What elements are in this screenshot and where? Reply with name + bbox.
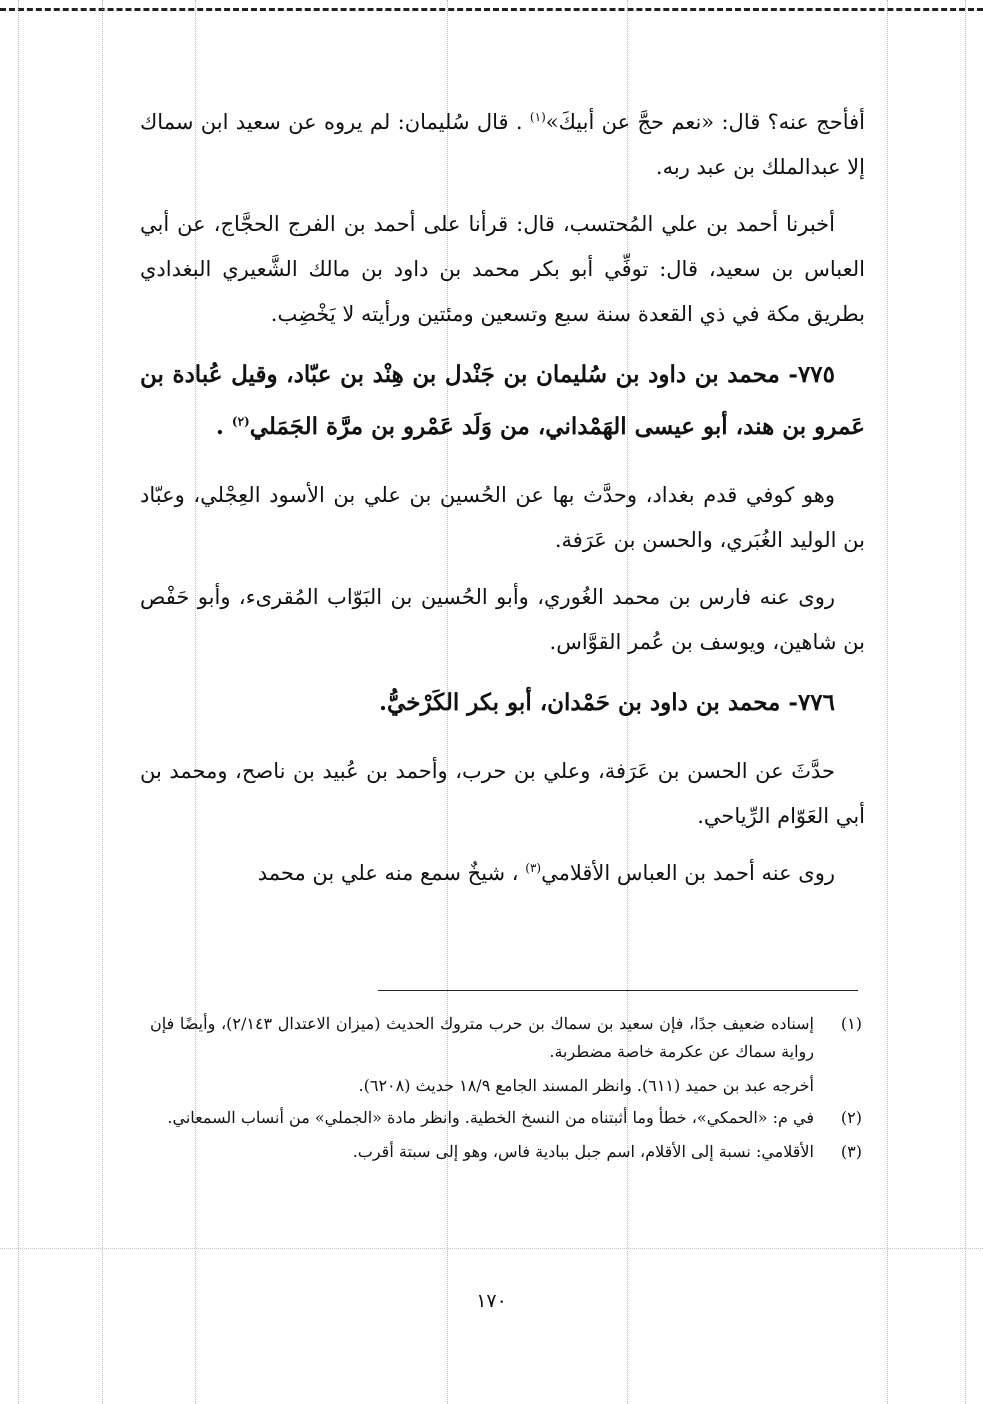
footnote-number: (٣) bbox=[840, 1142, 862, 1161]
footnote-number: (١) bbox=[840, 1014, 863, 1033]
footnote-number: (٢) bbox=[840, 1108, 862, 1127]
entry-776-narrators: روى عنه أحمد بن العباس الأقلامي$^{(٣)}$ ، شيخٌ سمع منه علي بن محمد bbox=[257, 861, 835, 885]
scan-guide-line bbox=[18, 0, 19, 1404]
scan-guide-line bbox=[0, 1248, 983, 1249]
paragraph-death-report: أخبرنا أحمد بن علي المُحتسب، قال: قرأنا على أحمد بن الفرج الحجَّاج، عن أبي العباس بن سعيد، قال: توفِّي أبو بكر محمد بن داود بن مالك الشَّعيري البغدادي بطريق مكة في ذي القعدة سنة سبع وتسعين ومئتين ورأيته لا يَخْضِب. bbox=[140, 212, 865, 326]
footnotes bbox=[150, 1010, 862, 1172]
scan-guide-line bbox=[887, 0, 888, 1404]
footnote-1: (١)إسناده ضعيف جدًا، فإن سعيد بن سماك بن حرب متروك الحديث (ميزان الاعتدال ٢/١٤٣)، وأيضًا فإن رواية سماك عن عكرمة خاصة مضطربة. bbox=[150, 1010, 862, 1066]
entry-775-narration: وهو كوفي قدم بغداد، وحدَّث بها عن الحُسين بن علي بن الأسود العِجْلي، وعبّاد بن الوليد الغُبَري، والحسن بن عَرَفة. bbox=[140, 483, 865, 552]
page-number: ١٧٠ bbox=[476, 1290, 507, 1312]
footnote-ref-2: (٢) bbox=[231, 414, 250, 429]
footnote-ref-3: (٣) bbox=[525, 861, 542, 875]
scan-guide-line bbox=[102, 0, 103, 1404]
footnote-1-continuation: أخرجه عبد بن حميد (٦١١). وانظر المسند الجامع ١٨/٩ حديث (٦٢٠٨). bbox=[358, 1076, 814, 1095]
entry-775-heading: ٧٧٥- محمد بن داود بن سُليمان بن جَنْدل بن هِنْد بن عبّاد، وقيل عُبادة بن عَمرو بن هند، أبو عيسى الهَمْداني، من وَلَد عَمْرو بن مرَّة الجَمَلي$^{(٢)}$ . bbox=[140, 361, 865, 440]
footnote-3: (٣)الأقلامي: نسبة إلى الأقلام، اسم جبل ببادية فاس، وهو إلى سبتة أقرب. bbox=[150, 1138, 862, 1166]
paragraph-opening: أفأحج عنه؟ قال: «نعم حجَّ عن أبيكَ»$^{(١)}$ . قال سُليمان: لم يروه عن سعيد ابن سماك إلا عبدالملك بن عبد ربه. bbox=[140, 110, 865, 179]
footnote-ref-1: (١) bbox=[529, 110, 546, 124]
entry-776-heading: ٧٧٦- محمد بن داود بن حَمْدان، أبو بكر الكَرْخيُّ. bbox=[379, 689, 835, 716]
scan-top-dashed-edge bbox=[0, 8, 983, 11]
scan-guide-line bbox=[965, 0, 966, 1404]
footnote-2: (٢)في م: «الحمكي»، خطأ وما أثبتناه من النسخ الخطية. وانظر مادة «الجملي» من أنساب السمعاني. bbox=[150, 1104, 862, 1132]
entry-775-narrators: روى عنه فارس بن محمد الغُوري، وأبو الحُسين بن البَوّاب المُقرىء، وأبو حَفْص بن شاهين، ويوسف بن عُمر القوَّاس. bbox=[140, 585, 865, 654]
page-body bbox=[140, 100, 865, 908]
footnote-separator bbox=[378, 990, 858, 991]
entry-776-narration: حدَّثَ عن الحسن بن عَرَفة، وعلي بن حرب، وأحمد بن عُبيد بن ناصح، ومحمد بن أبي العَوّام الرِّياحي. bbox=[140, 759, 865, 828]
